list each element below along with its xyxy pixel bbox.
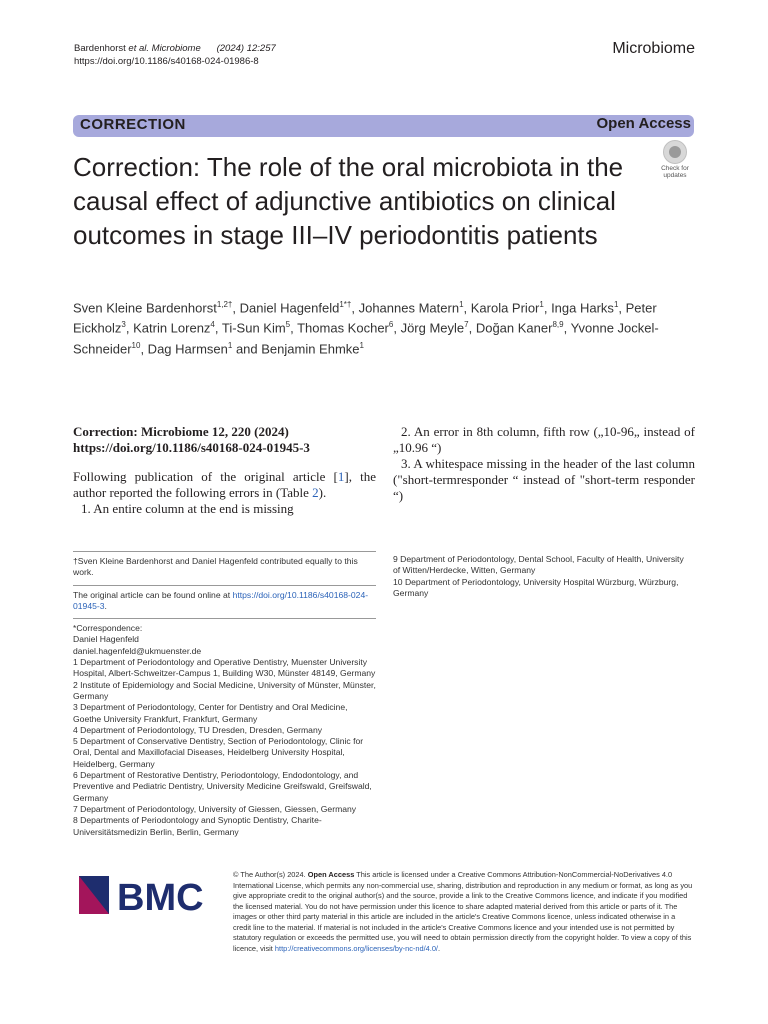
header-journal: Microbiome bbox=[151, 43, 201, 54]
license-open-access: Open Access bbox=[307, 870, 355, 879]
author-affil: 5 bbox=[285, 320, 291, 330]
author-affil: 1 bbox=[359, 340, 364, 350]
bmc-logo-text: BMC bbox=[117, 877, 204, 916]
author-affil: 1 bbox=[459, 300, 464, 309]
error-item-1: 1. An entire column at the end is missing bbox=[81, 501, 294, 516]
correspondence-block bbox=[73, 623, 376, 838]
author-affil: 7 bbox=[464, 320, 469, 330]
author-name[interactable]: , Ti-Sun Kim bbox=[214, 320, 286, 336]
equal-contribution-note: †Sven Kleine Bardenhorst and Daniel Hagenfeld contributed equally to this work. bbox=[73, 556, 358, 578]
check-for-updates-icon bbox=[663, 140, 687, 164]
running-header bbox=[74, 42, 276, 68]
author-name[interactable]: , Inga Harks bbox=[543, 300, 614, 316]
affiliation-3: 3 Department of Periodontology, Center for Dentistry and Oral Medicine, Goethe University Frankfurt, Frankfurt, Germany bbox=[73, 702, 348, 724]
header-year-volume: (2024) 12:257 bbox=[216, 43, 276, 54]
author-name[interactable]: , Jörg Meyle bbox=[393, 320, 465, 336]
check-for-updates-label-1: Check for bbox=[661, 165, 689, 172]
bmc-logo bbox=[79, 874, 219, 916]
author-name[interactable]: , Thomas Kocher bbox=[290, 320, 389, 336]
author-affil: 6 bbox=[388, 320, 394, 330]
affiliation-2: 2 Institute of Epidemiology and Social Medicine, University of Münster, Münster, Germany bbox=[73, 679, 376, 701]
affiliation-8: 8 Departments of Periodontology and Synoptic Dentistry, Charite-Universitätsmedizin Berlin, Berlin, Germany bbox=[73, 815, 322, 837]
header-doi-link[interactable]: https://doi.org/10.1186/s40168-024-01986-8 bbox=[74, 56, 259, 67]
correspondence-name: Daniel Hagenfeld bbox=[73, 634, 139, 645]
author-affil: 8,9 bbox=[552, 320, 564, 330]
open-access-label: Open Access bbox=[596, 115, 691, 132]
footnotes-left bbox=[73, 551, 376, 838]
author-name[interactable]: , Doğan Kaner bbox=[468, 320, 553, 336]
affiliation-6: 6 Department of Restorative Dentistry, Periodontology, Endodontology, and Preventive and Pediatric Dentistry, University Medicine Greifswald, Greifswald, Germany bbox=[73, 770, 372, 803]
footnote-divider bbox=[73, 551, 376, 552]
author-name[interactable]: , Katrin Lorenz bbox=[125, 320, 211, 336]
footnotes-right bbox=[393, 554, 693, 599]
correspondence-label: *Correspondence: bbox=[73, 623, 143, 634]
author-list bbox=[73, 296, 698, 357]
license-link[interactable]: http://creativecommons.org/licenses/by-nc-nd/4.0/ bbox=[274, 943, 438, 953]
affiliation-7: 7 Department of Periodontology, University of Giessen, Giessen, Germany bbox=[73, 803, 357, 814]
affiliation-4: 4 Department of Periodontology, TU Dresden, Dresden, Germany bbox=[73, 724, 323, 735]
author-name[interactable]: , Karola Prior bbox=[463, 300, 540, 316]
author-name[interactable]: Sven Kleine Bardenhorst bbox=[73, 300, 217, 316]
author-affil: 4 bbox=[210, 320, 215, 330]
article-type-label: CORRECTION bbox=[80, 116, 186, 133]
footnote-divider bbox=[73, 585, 376, 586]
author-affil: 1 bbox=[227, 340, 233, 350]
check-for-updates-label-2: updates bbox=[663, 172, 687, 179]
journal-name: Microbiome bbox=[612, 40, 695, 57]
author-affil: 10 bbox=[131, 340, 141, 350]
author-name[interactable]: , Peter Eickholz bbox=[73, 300, 657, 336]
correction-citation-doi[interactable]: https://doi.org/10.1186/s40168-024-01945-3 bbox=[73, 440, 310, 455]
affiliation-5: 5 Department of Conservative Dentistry, Section of Periodontology, Clinic for Oral, Dental and Maxillofacial Diseases, Heidelberg University Hospital, Heidelberg, Germany bbox=[73, 736, 364, 769]
correspondence-email[interactable]: daniel.hagenfeld@ukmuenster.de bbox=[73, 645, 202, 656]
author-name[interactable]: , Dag Harmsen bbox=[140, 340, 228, 356]
author-affil: 3 bbox=[121, 320, 126, 330]
reference-link[interactable]: 1 bbox=[337, 469, 345, 484]
author-name[interactable]: , Yvonne Jockel-Schneider bbox=[73, 320, 659, 356]
header-authors: Bardenhorst bbox=[74, 43, 129, 54]
header-etal: et al. bbox=[128, 43, 150, 54]
error-item-3: 3. A whitespace missing in the header of the last column ("short-termresponder “ instead of "short-term responder “) bbox=[393, 456, 695, 503]
body-column-right bbox=[393, 424, 695, 504]
license-text: © The Author(s) 2024. Open Access This article is licensed under a Creative Commons Attribution-NonCommercial-NoDerivatives 4.0 International License, which permits any non-commercial use, sharing, distribution and reproduction in any medium or format, as long as you give appropriate credit to the original author(s) and the source, provide a link to the Creative Commons licence, and indicate if you modified the licensed material. You do not have permission under this licence to share adapted material derived from this article or parts of it. The images or other third party material in this article are included in the article's Creative Commons licence, unless indicated otherwise in a credit line to the material. If material is not included in the article's Creative Commons licence and your intended use is not permitted by statutory regulation or exceeds the permitted use, you will need to obtain permission directly from the copyright holder. To view a copy of this licence, visit http://creativecommons.org/licenses/by-nc-nd/4.0/. bbox=[233, 870, 693, 953]
original-article-link[interactable]: https://doi.org/10.1186/s40168-024-01945-3 bbox=[73, 589, 369, 611]
author-affil: 1*† bbox=[339, 300, 352, 309]
check-for-updates-button[interactable] bbox=[656, 140, 694, 180]
author-affil: 1,2† bbox=[216, 300, 233, 309]
affiliation-1: 1 Department of Periodontology and Operative Dentistry, Muenster University Hospital, Albert-Schweitzer-Campus 1, Building W30, Münster 48149, Germany bbox=[73, 657, 376, 679]
article-title: Correction: The role of the oral microbiota in the causal effect of adjunctive antibiotics on clinical outcomes in stage III–IV periodontitis patients bbox=[73, 152, 624, 250]
bmc-logo-icon bbox=[79, 874, 219, 916]
author-affil: 1 bbox=[539, 300, 544, 309]
correction-citation-heading: Correction: Microbiome 12, 220 (2024) bbox=[73, 424, 289, 439]
table-link[interactable]: 2 bbox=[312, 485, 319, 500]
original-article-note: The original article can be found online at https://doi.org/10.1186/s40168-024-01945-3. bbox=[73, 589, 369, 611]
author-name[interactable]: , Daniel Hagenfeld bbox=[232, 300, 340, 316]
footnote-divider bbox=[73, 618, 376, 619]
body-paragraph: Following publication of the original article [1], the author reported the following errors in (Table 2). bbox=[73, 469, 376, 500]
error-item-2: 2. An error in 8th column, fifth row („10-96„ instead of „10.96 “) bbox=[393, 424, 695, 455]
affiliation-9: 9 Department of Periodontology, Dental School, Faculty of Health, University of Witten/Herdecke, Witten, Germany bbox=[393, 554, 684, 576]
author-name[interactable]: , Johannes Matern bbox=[351, 300, 460, 316]
affiliation-10: 10 Department of Periodontology, University Hospital Würzburg, Würzburg, Germany bbox=[393, 576, 679, 598]
author-name[interactable]: and Benjamin Ehmke bbox=[232, 340, 360, 356]
author-affil: 1 bbox=[613, 300, 619, 309]
body-column-left bbox=[73, 424, 376, 517]
